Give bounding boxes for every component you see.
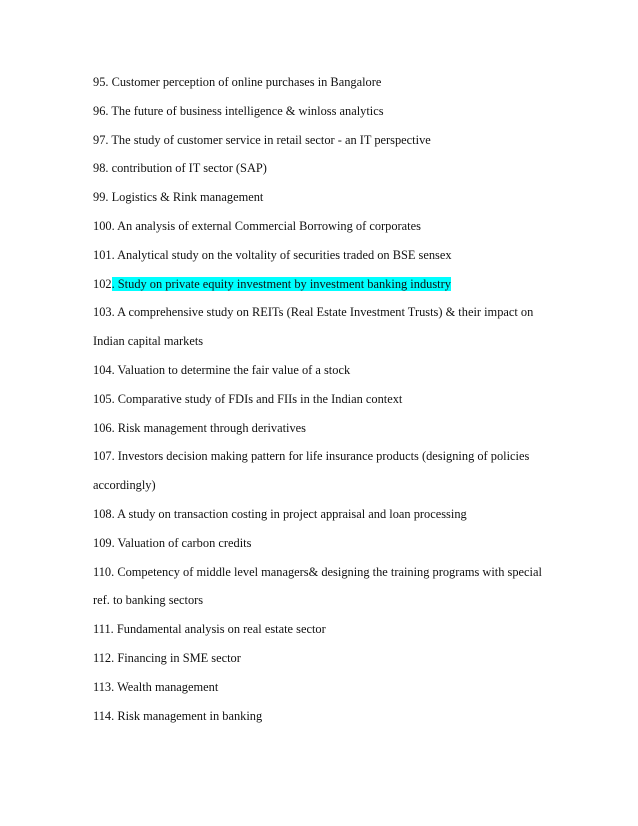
topic-line-112: 112. Financing in SME sector: [93, 650, 241, 665]
topic-line-103-continued: Indian capital markets: [93, 334, 204, 349]
topic-line-99: 99. Logistics & Rink management: [93, 190, 264, 205]
topic-line-96: 96. The future of business intelligence & winloss analytics: [93, 103, 384, 118]
topic-number-102: 102: [93, 276, 112, 291]
topic-line-110-continued: ref. to banking sectors: [93, 593, 204, 608]
topic-line-97: 97. The study of customer service in retail sector - an IT perspective: [93, 132, 431, 147]
topic-line-103: 103. A comprehensive study on REITs (Real Estate Investment Trusts) & their impact on: [93, 305, 534, 320]
topic-line-106: 106. Risk management through derivatives: [93, 420, 307, 435]
topic-line-108: 108. A study on transaction costing in project appraisal and loan processing: [93, 506, 467, 521]
topic-line-102: [93, 273, 563, 302]
highlighted-text: . Study on private equity investment by investment banking industry: [111, 276, 451, 291]
topic-line-100: 100. An analysis of external Commercial Borrowing of corporates: [93, 218, 421, 233]
topic-line-107: 107. Investors decision making pattern for life insurance products (designing of policies: [93, 449, 530, 464]
topic-line-98: 98. contribution of IT sector (SAP): [93, 161, 267, 176]
topic-line-104: 104. Valuation to determine the fair value of a stock: [93, 362, 351, 377]
topic-list: [93, 71, 563, 733]
topic-line-114: 114. Risk management in banking: [93, 708, 263, 723]
topic-line-113: 113. Wealth management: [93, 679, 219, 694]
topic-line-101: 101. Analytical study on the voltality of securities traded on BSE sensex: [93, 247, 452, 262]
topic-line-95: 95. Customer perception of online purchases in Bangalore: [93, 75, 382, 89]
topic-line-111: 111. Fundamental analysis on real estate sector: [93, 622, 326, 637]
topic-line-105: 105. Comparative study of FDIs and FIIs in the Indian context: [93, 391, 403, 406]
topic-line-107-continued: accordingly): [93, 478, 156, 493]
topic-line-109: 109. Valuation of carbon credits: [93, 535, 252, 550]
topic-line-110: 110. Competency of middle level managers& designing the training programs with special: [93, 564, 542, 579]
